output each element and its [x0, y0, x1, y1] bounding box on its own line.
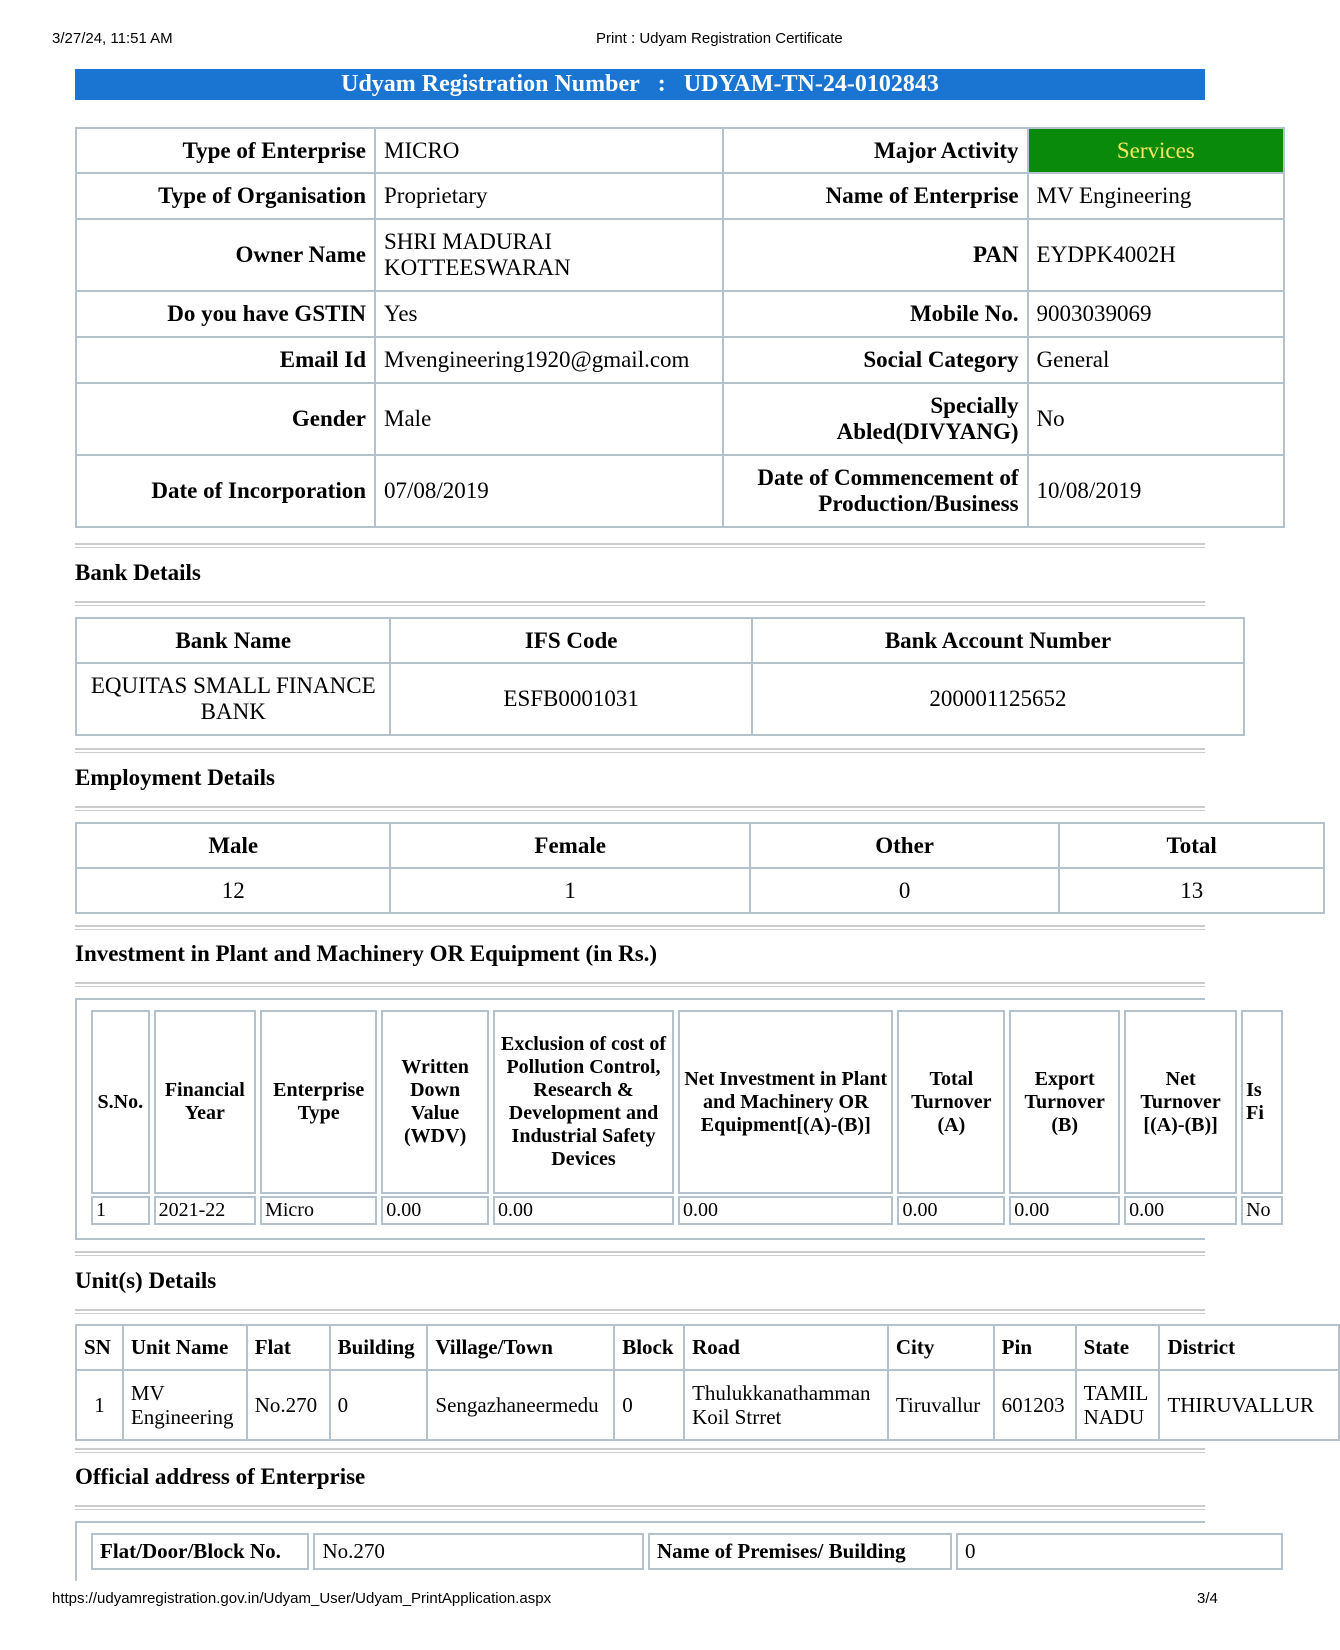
- total-count: 13: [1059, 868, 1324, 913]
- registration-label: Udyam Registration Number: [341, 71, 640, 97]
- unit-sn: 1: [76, 1370, 123, 1440]
- bank-section-title: Bank Details: [75, 560, 201, 585]
- commencement-label: Date of Commencement of Production/Business: [723, 455, 1028, 527]
- social-category-label: Social Category: [723, 337, 1028, 383]
- inv-financial-year: 2021-22: [154, 1196, 257, 1225]
- owner-name-label: Owner Name: [76, 219, 375, 291]
- name-of-enterprise-value: MV Engineering: [1028, 173, 1284, 219]
- inv-total-turnover: 0.00: [897, 1196, 1005, 1225]
- print-page-number: 3/4: [1197, 1590, 1218, 1607]
- divyang-value: No: [1028, 383, 1284, 455]
- gstin-label: Do you have GSTIN: [76, 291, 375, 337]
- social-category-value: General: [1028, 337, 1284, 383]
- divider: [75, 601, 1205, 606]
- account-number-value: 200001125652: [752, 663, 1244, 735]
- employment-section-title: Employment Details: [75, 765, 275, 790]
- unit-district-header: District: [1159, 1325, 1339, 1370]
- unit-road: Thulukkanathamman Koil Strret: [684, 1370, 888, 1440]
- divider: [75, 1505, 1205, 1510]
- divyang-label: Specially Abled(DIVYANG): [723, 383, 1028, 455]
- unit-flat: No.270: [247, 1370, 330, 1440]
- divider: [75, 748, 1205, 753]
- unit-village: Sengazhaneermedu: [427, 1370, 614, 1440]
- inv-sno: 1: [91, 1196, 150, 1225]
- divider: [75, 543, 1205, 548]
- female-header: Female: [390, 823, 749, 868]
- registration-banner: [75, 69, 1205, 100]
- official-table: [87, 1533, 1287, 1570]
- gstin-value: Yes: [375, 291, 723, 337]
- account-number-header: Bank Account Number: [752, 618, 1244, 663]
- financial-year-header: Financial Year: [154, 1010, 257, 1194]
- female-count: 1: [390, 868, 749, 913]
- official-section-title: Official address of Enterprise: [75, 1464, 366, 1489]
- unit-flat-header: Flat: [247, 1325, 330, 1370]
- male-header: Male: [76, 823, 390, 868]
- incorporation-value: 07/08/2019: [375, 455, 723, 527]
- investment-section-title: Investment in Plant and Machinery OR Equipment (in Rs.): [75, 941, 658, 966]
- commencement-value: 10/08/2019: [1028, 455, 1284, 527]
- net-turnover-header: Net Turnover [(A)-(B)]: [1124, 1010, 1237, 1194]
- mobile-label: Mobile No.: [723, 291, 1028, 337]
- other-header: Other: [750, 823, 1060, 868]
- flat-door-value: No.270: [313, 1533, 644, 1570]
- unit-block-header: Block: [614, 1325, 684, 1370]
- wdv-header: Written Down Value (WDV): [381, 1010, 489, 1194]
- unit-block: 0: [614, 1370, 684, 1440]
- ifs-code-header: IFS Code: [390, 618, 751, 663]
- details-table: [75, 127, 1285, 528]
- inv-exclusion: 0.00: [493, 1196, 674, 1225]
- type-of-org-value: Proprietary: [375, 173, 723, 219]
- print-url: https://udyamregistration.gov.in/Udyam_User/Udyam_PrintApplication.aspx: [52, 1590, 552, 1607]
- type-of-org-label: Type of Organisation: [76, 173, 375, 219]
- flat-door-label: Flat/Door/Block No.: [91, 1533, 309, 1570]
- pan-value: EYDPK4002H: [1028, 219, 1284, 291]
- unit-state: TAMIL NADU: [1076, 1370, 1160, 1440]
- unit-building-header: Building: [330, 1325, 428, 1370]
- total-header: Total: [1059, 823, 1324, 868]
- owner-name-value: SHRI MADURAI KOTTEESWARAN: [375, 219, 723, 291]
- unit-city-header: City: [888, 1325, 994, 1370]
- divider: [75, 806, 1205, 811]
- total-turnover-header: Total Turnover (A): [897, 1010, 1005, 1194]
- registration-number: UDYAM-TN-24-0102843: [683, 71, 939, 97]
- other-count: 0: [750, 868, 1060, 913]
- units-table-wrap: [75, 1324, 1315, 1444]
- pan-label: PAN: [723, 219, 1028, 291]
- gender-label: Gender: [76, 383, 375, 455]
- email-value: Mvengineering1920@gmail.com: [375, 337, 723, 383]
- units-section-title: Unit(s) Details: [75, 1268, 217, 1293]
- employment-table: [75, 822, 1325, 914]
- unit-district: THIRUVALLUR: [1159, 1370, 1339, 1440]
- premises-label: Name of Premises/ Building: [648, 1533, 952, 1570]
- unit-building: 0: [330, 1370, 428, 1440]
- major-activity-value: Services: [1028, 128, 1284, 173]
- official-frame: [75, 1521, 1205, 1581]
- unit-pin: 601203: [994, 1370, 1076, 1440]
- employment-table-wrap: [75, 822, 1217, 916]
- divider: [75, 1309, 1205, 1314]
- unit-name-header: Unit Name: [123, 1325, 247, 1370]
- major-activity-label: Major Activity: [723, 128, 1028, 173]
- unit-village-header: Village/Town: [427, 1325, 614, 1370]
- divider: [75, 925, 1205, 930]
- divider: [75, 1448, 1205, 1453]
- sno-header: S.No.: [91, 1010, 150, 1194]
- premises-value: 0: [956, 1533, 1283, 1570]
- male-count: 12: [76, 868, 390, 913]
- export-turnover-header: Export Turnover (B): [1009, 1010, 1120, 1194]
- mobile-value: 9003039069: [1028, 291, 1284, 337]
- inv-wdv: 0.00: [381, 1196, 489, 1225]
- bank-name-header: Bank Name: [76, 618, 390, 663]
- enterprise-type-header: Enterprise Type: [260, 1010, 377, 1194]
- type-of-enterprise-label: Type of Enterprise: [76, 128, 375, 173]
- unit-sn-header: SN: [76, 1325, 123, 1370]
- print-page-title: Print : Udyam Registration Certificate: [596, 30, 843, 47]
- divider: [75, 982, 1205, 987]
- inv-enterprise-type: Micro: [260, 1196, 377, 1225]
- bank-name-value: EQUITAS SMALL FINANCE BANK: [76, 663, 390, 735]
- net-investment-header: Net Investment in Plant and Machinery OR Equipment[(A)-(B)]: [678, 1010, 894, 1194]
- investment-frame: [75, 998, 1271, 1240]
- email-label: Email Id: [76, 337, 375, 383]
- inv-is-fi: No: [1241, 1196, 1283, 1225]
- unit-state-header: State: [1076, 1325, 1160, 1370]
- incorporation-label: Date of Incorporation: [76, 455, 375, 527]
- bank-table-wrap: [75, 617, 1205, 737]
- type-of-enterprise-value: MICRO: [375, 128, 723, 173]
- banner-colon: :: [657, 71, 666, 97]
- bank-table: [75, 617, 1245, 736]
- exclusion-header: Exclusion of cost of Pollution Control, Research & Development and Industrial Safety Devices: [493, 1010, 674, 1194]
- name-of-enterprise-label: Name of Enterprise: [723, 173, 1028, 219]
- is-fi-header: Is Fi: [1241, 1010, 1283, 1194]
- inv-export-turnover: 0.00: [1009, 1196, 1120, 1225]
- unit-pin-header: Pin: [994, 1325, 1076, 1370]
- details-table-wrap: [75, 127, 1205, 530]
- investment-table: [87, 1010, 1287, 1225]
- gender-value: Male: [375, 383, 723, 455]
- divider: [75, 1251, 1205, 1256]
- unit-road-header: Road: [684, 1325, 888, 1370]
- inv-net-turnover: 0.00: [1124, 1196, 1237, 1225]
- unit-city: Tiruvallur: [888, 1370, 994, 1440]
- inv-net-investment: 0.00: [678, 1196, 894, 1225]
- print-datetime: 3/27/24, 11:51 AM: [52, 30, 173, 47]
- unit-name: MV Engineering: [123, 1370, 247, 1440]
- ifs-code-value: ESFB0001031: [390, 663, 751, 735]
- units-table: [75, 1324, 1340, 1441]
